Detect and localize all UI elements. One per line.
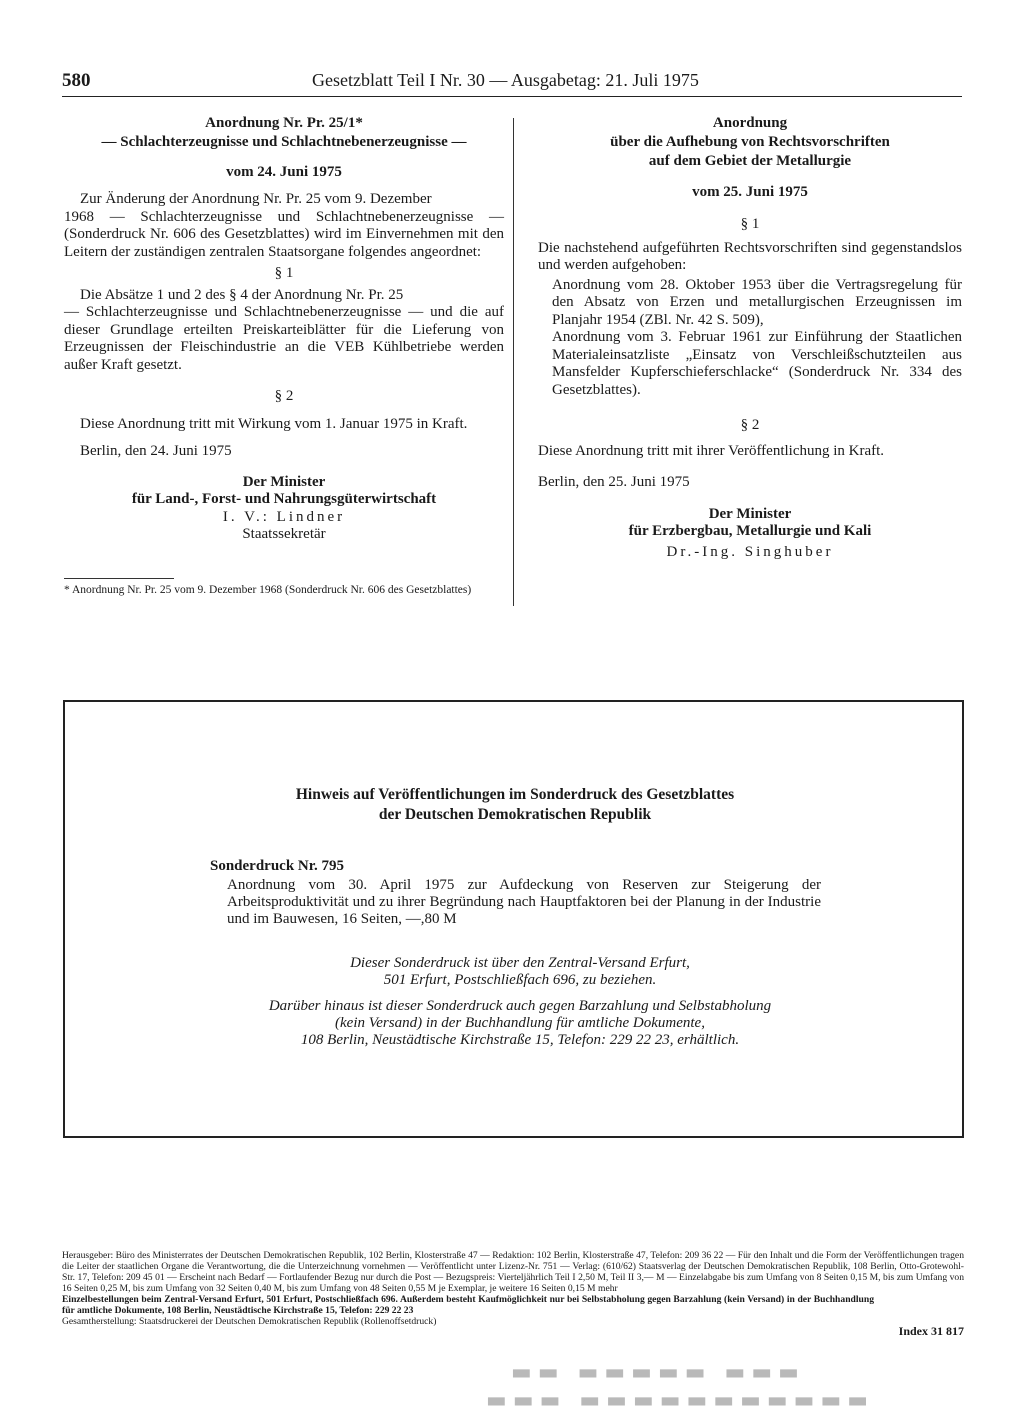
left-place-date: Berlin, den 24. Juni 1975 [80,443,232,459]
left-intro-first-line: Zur Änderung der Anordnung Nr. Pr. 25 vom 9. Dezember [80,191,432,207]
left-signature-title-2: für Land-, Forst- und Nahrungsgüterwirtschaft [131,491,437,507]
right-date: vom 25. Juni 1975 [692,184,808,200]
imprint-orders: Einzelbestellungen beim Zentral-Versand Erfurt, 501 Erfurt, Postschließfach 696. Außerdem besteht Kaufmöglichkeit nur bei Selbstabholung gegen Barzahlung (kein Versand) in der Buchhandlung für amtliche Dokumente, 108 Berlin, Neustädtische Kirchstraße 15, Telefon: 229 22 23 [62,1294,874,1316]
footnote-rule [64,578,174,579]
left-title-2: — Schlachterzeugnisse und Schlachtnebenerzeugnisse — [101,134,467,150]
left-section-2: § 2 [274,388,294,404]
left-column [64,114,504,544]
right-title-2: über die Aufhebung von Rechtsvorschriften [610,134,890,150]
bleed-through-mark-2: ▬▬▬▬▬▬▬▬▬▬▬ ▬▬▬ [480,1388,868,1413]
left-section-2-text: Diese Anordnung tritt mit Wirkung vom 1. Januar 1975 in Kraft. [80,415,468,432]
left-signature-name: I. V.: Lindner [222,508,346,525]
right-place-date: Berlin, den 25. Juni 1975 [538,474,690,490]
left-section-1: § 1 [274,265,294,281]
left-title-1: Anordnung Nr. Pr. 25/1* [205,115,363,131]
right-section-1-text: Die nachstehend aufgeführten Rechtsvorschriften sind gegenstandslos und werden aufgehoben: [538,239,962,273]
ordering-info-2-line-1: Darüber hinaus ist dieser Sonderdruck auch gegen Barzahlung und Selbstabholung [268,998,772,1014]
ordering-info-2-line-3: 108 Berlin, Neustädtische Kirchstraße 15, Telefon: 229 22 23, erhältlich. [300,1032,740,1048]
left-intro-body: 1968 — Schlachterzeugnisse und Schlachtnebenerzeugnisse — (Sonderdruck Nr. 606 des Gesetzblattes) wird im Einvernehmen mit den Leitern der zuständigen zentralen Staatsorgane folgendes angeordnet: [64,208,504,260]
left-signature-role: Staatssekretär [242,526,326,542]
right-title-3: auf dem Gebiet der Metallurgie [648,153,852,169]
column-divider [513,118,514,606]
right-signature-title-1: Der Minister [708,505,792,522]
ordering-info-1-line-1: Dieser Sonderdruck ist über den Zentral-Versand Erfurt, [350,955,690,971]
right-signature-name: Dr.-Ing. Singhuber [666,543,834,560]
right-repealed-item-2: Anordnung vom 3. Februar 1961 zur Einführung der Staatlichen Materialeinsatzliste „Einsatz von Verschleißschutzteilen aus Mansfelder Kupferschieferschlacke“ (Sonderdruck Nr. 334 des Gesetzblattes). [552,329,962,398]
left-section-1-body: — Schlachterzeugnisse und Schlachtnebenerzeugnisse — und die auf dieser Grundlage erteilten Preiskarteiblätter für die Lieferung von Erzeugnissen der Fleischindustrie an die VEB Kühlbetriebe werden außer Kraft gesetzt. [64,304,504,373]
index-number: Index 31 817 [898,1324,964,1338]
ordering-info-1-line-2: 501 Erfurt, Postschließfach 696, zu beziehen. [383,972,657,988]
notice-title-line-2: der Deutschen Demokratischen Republik [378,806,652,823]
right-signature-title-2: für Erzbergbau, Metallurgie und Kali [628,523,872,539]
imprint [62,1250,964,1327]
right-section-2: § 2 [740,417,760,433]
notice-title [200,785,830,825]
left-date: vom 24. Juni 1975 [226,164,342,180]
right-section-1: § 1 [740,216,760,232]
right-column [538,114,962,561]
right-repealed-item-1: Anordnung vom 28. Oktober 1953 über die Vertragsregelung für den Absatz von Erzen und metallurgischen Erzeugnissen im Planjahr 1954 (ZBl. Nr. 42 S. 509), [552,276,962,328]
sonderdruck-description: Anordnung vom 30. April 1975 zur Aufdeckung von Reserven zur Steigerung der Arbeitsproduktivität und zu ihrer Begründung nach Hauptfaktoren bei der Planung in der Industrie und im Bauwesen, 16 Seiten, —,80 M [227,877,821,927]
left-signature-title-1: Der Minister [242,473,326,490]
left-section-1-first-line: Die Absätze 1 und 2 des § 4 der Anordnung Nr. Pr. 25 [80,286,404,303]
sonderdruck-label: Sonderdruck Nr. 795 [210,858,345,874]
gazette-title: Gesetzblatt Teil I Nr. 30 — Ausgabetag: 21. Juli 1975 [312,70,699,90]
ordering-info [200,955,840,1049]
page-number: 580 [62,70,91,91]
page-header [62,70,962,97]
left-footnote: * Anordnung Nr. Pr. 25 vom 9. Dezember 1968 (Sonderdruck Nr. 606 des Gesetzblattes) [64,584,472,596]
ordering-info-2-line-2: (kein Versand) in der Buchhandlung für amtliche Dokumente, [335,1015,705,1031]
imprint-publisher: Herausgeber: Büro des Ministerrates der Deutschen Demokratischen Republik, 102 Berlin, Klosterstraße 47 — Redaktion: 102 Berlin, Klosterstraße 47, Telefon: 209 36 22 — Für den Inhalt und die Form der Veröffentlichungen tragen die Leiter der staatlichen Organe die Verantwortung, die die Unterzeichnung vornehmen — Veröffentlicht unter Lizenz-Nr. 751 — Verlag: (610/62) Staatsverlag der Deutschen Demokratischen Republik, 108 Berlin, Otto-Grotewohl-Str. 17, Telefon: 209 45 01 — Erscheint nach Bedarf — Fortlaufender Bezug nur durch die Post — Bezugspreis: Vierteljährlich Teil I 2,50 M, Teil II 3,— M — Einzelabgabe bis zum Umfang von 8 Seiten 0,15 M, bis zum Umfang von 16 Seiten 0,25 M, bis zum Umfang von 32 Seiten 0,40 M, bis zum Umfang von 48 Seiten 0,55 M je Exemplar, je weitere 16 Seiten 0,15 M mehr [62,1250,964,1294]
right-title-1: Anordnung [712,115,788,131]
bleed-through-mark: ▬▬▬ ▬▬▬▬▬ ▬▬ [505,1360,799,1385]
right-section-2-text: Diese Anordnung tritt mit ihrer Veröffentlichung in Kraft. [538,442,885,459]
imprint-printer: Gesamtherstellung: Staatsdruckerei der Deutschen Demokratischen Republik (Rollenoffsetdruck) [62,1316,437,1327]
notice-title-line-1: Hinweis auf Veröffentlichungen im Sonderdruck des Gesetzblattes [295,786,735,803]
